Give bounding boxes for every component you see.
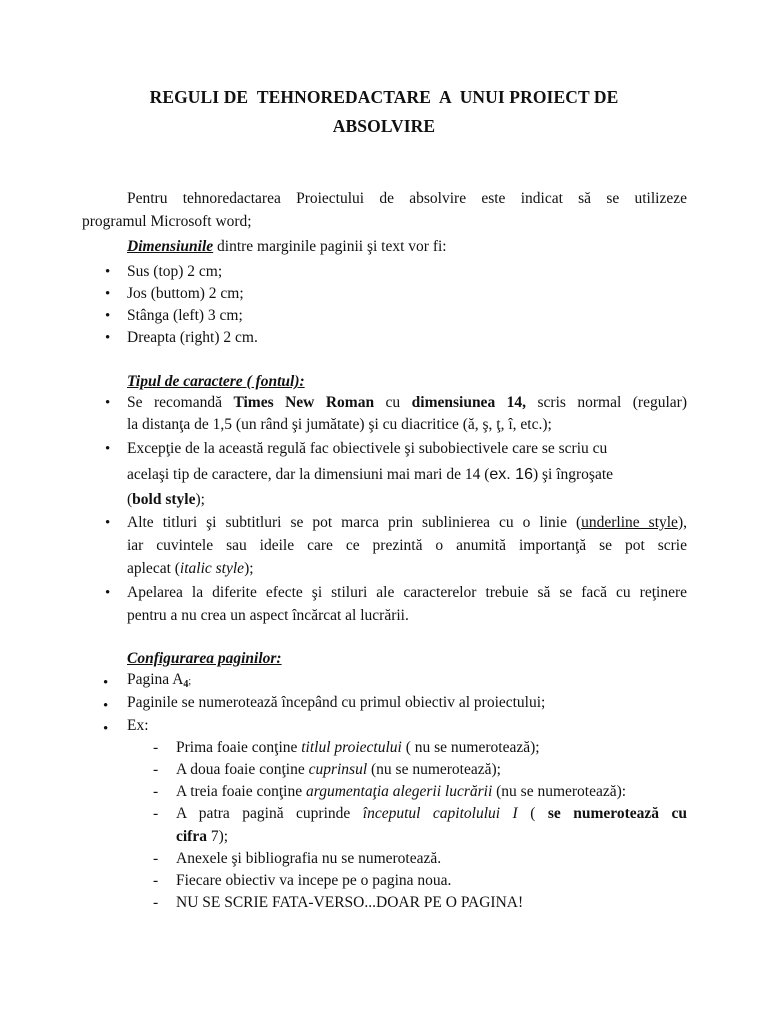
font-item2-line3: (bold style); [127, 491, 205, 508]
font-item1-line2: la distanţa de 1,5 (un rând şi jumătate) şi cu diacritice (ă, ş, ţ, î, etc.); [127, 416, 552, 433]
dimensions-heading-rest: dintre marginile paginii şi text vor fi: [213, 238, 447, 255]
dash-icon: - [153, 783, 159, 800]
bullet-icon: • [103, 721, 109, 737]
intro-paragraph-line2: programul Microsoft word; [82, 213, 252, 230]
dimension-item-left: Stânga (left) 3 cm; [127, 307, 243, 324]
example-fourth-page-line2: cifra 7); [176, 828, 229, 845]
document-title-line2: ABSOLVIRE [332, 116, 436, 136]
font-item3-line1: Alte titluri şi subtitluri se pot marca prin sublinierea cu o linie (underline style), [127, 514, 687, 531]
dash-icon: - [153, 739, 159, 756]
font-item1-line1: Se recomandă Times New Roman cu dimensiunea 14, scris normal (regular) [127, 394, 687, 411]
intro-paragraph-line1: Pentru tehnoredactarea Proiectului de absolvire este indicat să se utilizeze [127, 190, 687, 207]
pages-item-numbering: Paginile se numerotează începând cu primul obiectiv al proiectului; [127, 694, 546, 711]
font-item3-line3: aplecat (italic style); [127, 560, 254, 577]
dimensions-heading [127, 236, 447, 258]
font-item4-line1: Apelarea la diferite efecte şi stiluri ale caracterelor trebuie să se facă cu reţinere [127, 584, 687, 601]
dimension-item-right: Dreapta (right) 2 cm. [127, 329, 258, 346]
example-fourth-page-line1: A patra pagină cuprinde începutul capitolului I ( se numerotează cu [176, 805, 687, 822]
dimension-item-top: Sus (top) 2 cm; [127, 263, 223, 280]
bullet-icon: • [105, 585, 111, 601]
example-first-sheet: Prima foaie conţine titlul proiectului ( nu se numerotează); [176, 739, 540, 756]
font-item2-line2: acelaşi tip de caractere, dar la dimensiuni mai mari de 14 (ex. 16) şi îngroşate [127, 466, 614, 483]
bullet-icon: • [105, 515, 111, 531]
bullet-icon: • [103, 698, 109, 714]
bullet-icon: • [105, 286, 111, 302]
pages-item-format: Pagina $A_4$; [127, 671, 192, 690]
bullet-icon: • [105, 441, 111, 457]
bullet-icon: • [105, 330, 111, 346]
dash-icon: - [153, 894, 159, 911]
dash-icon: - [153, 850, 159, 867]
pages-section-heading: Configurarea paginilor: [127, 650, 282, 667]
example-annexes: Anexele şi bibliografia nu se numerotează. [176, 850, 442, 867]
font-section-heading: Tipul de caractere ( fontul): [127, 373, 305, 390]
dash-icon: - [153, 872, 159, 889]
bullet-icon: • [103, 675, 109, 691]
dimensions-heading-label: Dimensiunile [127, 238, 214, 255]
font-item2-line1: Excepţie de la această regulă fac obiectivele şi subobiectivele care se scriu cu [127, 440, 608, 457]
font-item4-line2: pentru a nu crea un aspect încărcat al lucrării. [127, 607, 409, 624]
bullet-icon: • [105, 308, 111, 324]
dash-icon: - [153, 805, 159, 822]
example-single-side: NU SE SCRIE FATA-VERSO...DOAR PE O PAGINA! [176, 894, 524, 911]
example-second-sheet: A doua foaie conţine cuprinsul (nu se numerotează); [176, 761, 501, 778]
example-new-page: Fiecare obiectiv va incepe pe o pagina noua. [176, 872, 452, 889]
document-title-line1: REGULI DE TEHNOREDACTARE A UNUI PROIECT DE [149, 87, 619, 107]
pages-item-example: Ex: [127, 717, 149, 734]
dimension-item-bottom: Jos (buttom) 2 cm; [127, 285, 244, 302]
bullet-icon: • [105, 395, 111, 411]
example-third-sheet: A treia foaie conţine argumentaţia alegerii lucrării (nu se numerotează): [176, 783, 627, 800]
dash-icon: - [153, 761, 159, 778]
font-item3-line2: iar cuvintele sau ideile care ce prezintă o anumită importanţă se pot scrie [127, 537, 687, 554]
bullet-icon: • [105, 264, 111, 280]
